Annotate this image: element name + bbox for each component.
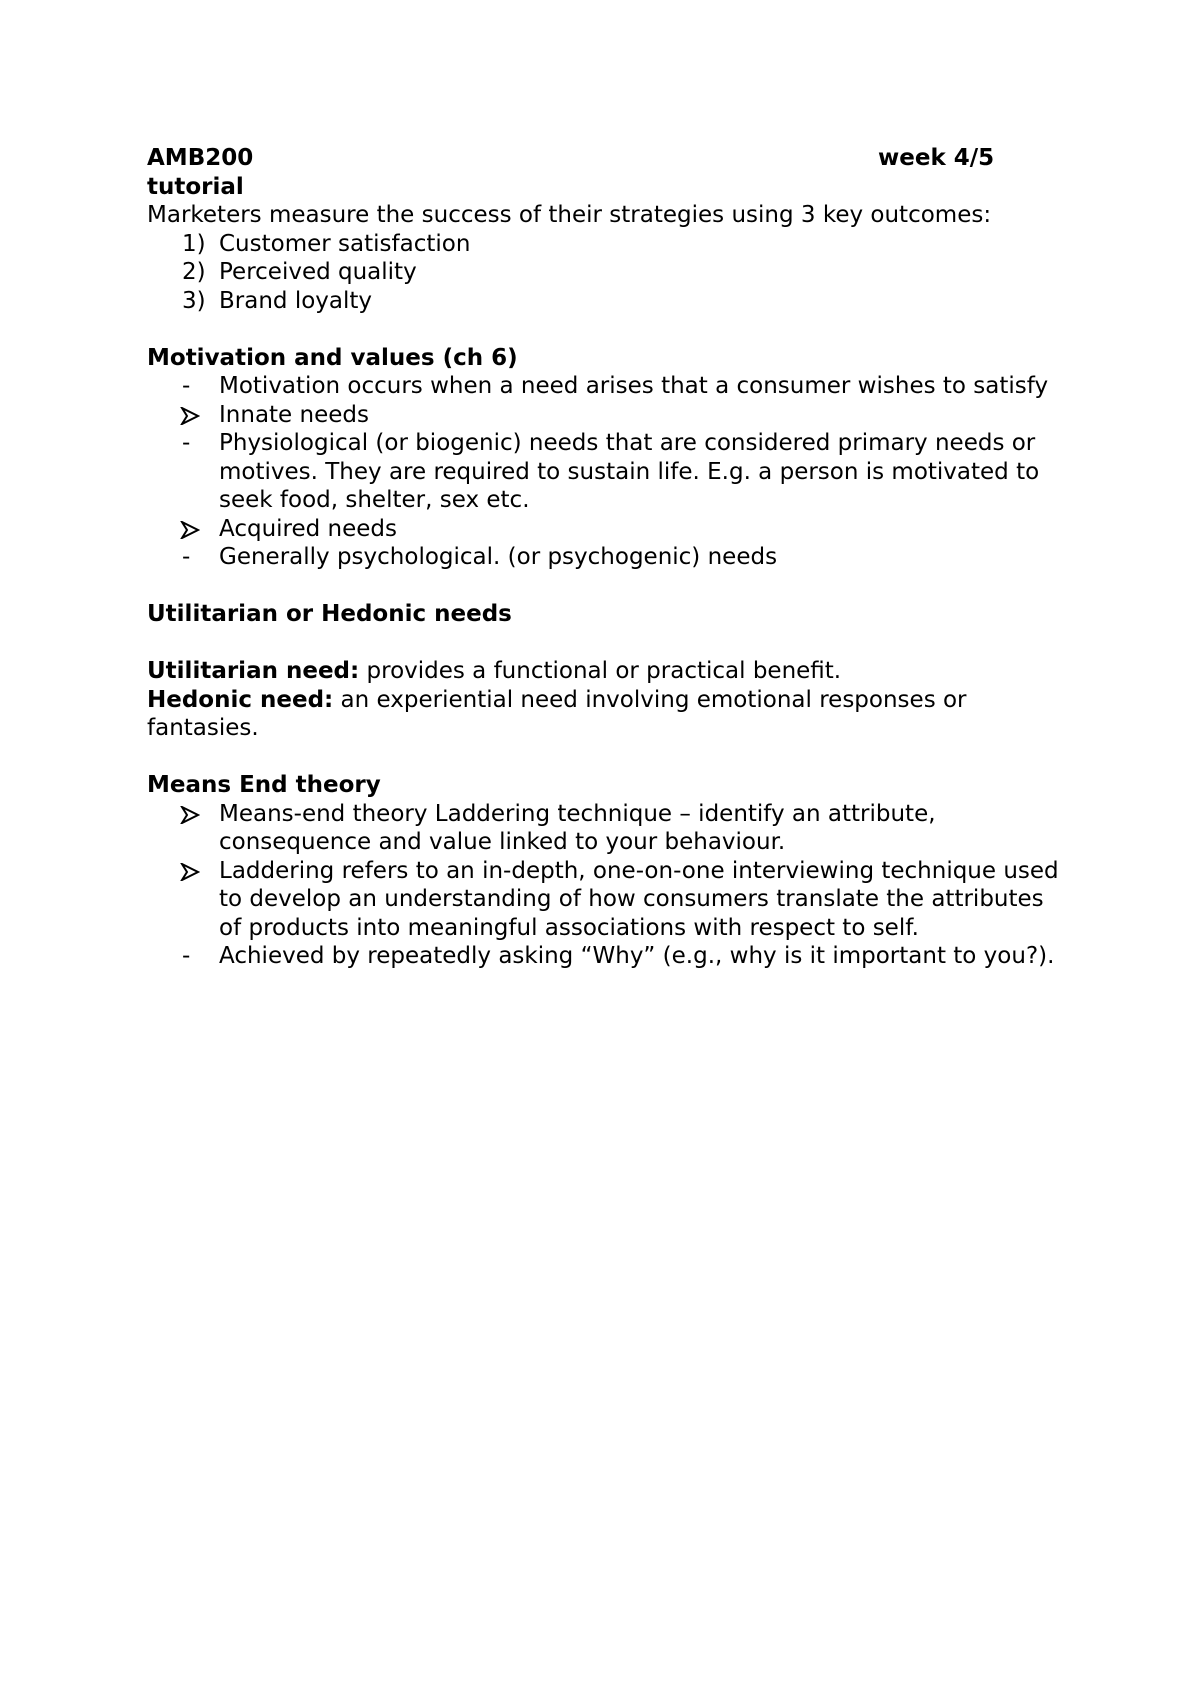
dash-bullet: - — [182, 943, 191, 969]
outcome-item — [147, 287, 1067, 316]
list-item-text: Generally psychological. (or psychogenic) needs — [219, 544, 778, 570]
list-item-text: Means-end theory Laddering technique – identify an attribute, consequence and value linked to your behaviour. — [219, 800, 936, 855]
arrow-bullet-icon — [180, 857, 210, 881]
section-heading-means-end: Means End theory — [147, 772, 381, 798]
doc-type: tutorial — [147, 173, 244, 200]
outcome-text: Customer satisfaction — [219, 230, 471, 257]
list-item-text: Achieved by repeatedly asking “Why” (e.g., why is it important to you?). — [219, 943, 1055, 969]
list-number: 1) — [182, 230, 206, 257]
list-item — [147, 515, 1067, 544]
list-item — [147, 401, 1067, 430]
list-item — [147, 800, 1067, 857]
spacer — [147, 743, 1067, 772]
utilitarian-definition — [147, 657, 1067, 686]
outcome-item — [147, 258, 1067, 287]
list-item — [147, 942, 1067, 971]
intro-text: Marketers measure the success of their strategies using 3 key outcomes: — [147, 202, 992, 228]
list-item — [147, 543, 1067, 572]
outcome-text: Brand loyalty — [219, 287, 373, 314]
utilitarian-text: provides a functional or practical benefit. — [359, 658, 842, 684]
list-item-text: Laddering refers to an in-depth, one-on-one interviewing technique used to develop an understanding of how consumers translate the attributes of products into meaningful associations with respect to self. — [219, 857, 1059, 941]
outcome-text: Perceived quality — [219, 259, 417, 285]
spacer — [147, 315, 1067, 344]
dash-bullet: - — [182, 373, 191, 399]
hedonic-text: an experiential need involving emotional responses or fantasies. — [147, 686, 967, 741]
header-line — [147, 144, 1067, 173]
dash-bullet: - — [182, 544, 191, 570]
dash-bullet: - — [182, 430, 191, 456]
utilitarian-term: Utilitarian need: — [147, 658, 360, 684]
list-item — [147, 372, 1067, 401]
section-heading-motivation: Motivation and values (ch 6) — [147, 344, 518, 371]
spacer — [147, 629, 1067, 658]
list-number: 2) — [182, 259, 206, 285]
section-heading-needs: Utilitarian or Hedonic needs — [147, 601, 512, 627]
arrow-bullet-icon — [180, 401, 210, 425]
hedonic-term: Hedonic need: — [147, 686, 334, 713]
arrow-bullet-icon — [180, 515, 210, 539]
list-item-text: Physiological (or biogenic) needs that are considered primary needs or motives. They are required to sustain life. E.g. a person is motivated to seek food, shelter, sex etc. — [219, 430, 1040, 513]
document-content — [147, 144, 1067, 971]
list-item — [147, 857, 1067, 943]
arrow-bullet-icon — [180, 800, 210, 824]
list-item-text: Innate needs — [219, 401, 369, 428]
hedonic-definition — [147, 686, 1067, 743]
course-code: AMB200 — [147, 145, 254, 171]
list-item-text: Motivation occurs when a need arises that a consumer wishes to satisfy — [219, 373, 1049, 399]
spacer — [147, 572, 1067, 601]
outcome-item — [147, 230, 1067, 259]
list-number: 3) — [182, 287, 206, 314]
list-item-text: Acquired needs — [219, 515, 398, 542]
list-item — [147, 429, 1067, 515]
week-label: week 4/5 — [878, 145, 995, 171]
